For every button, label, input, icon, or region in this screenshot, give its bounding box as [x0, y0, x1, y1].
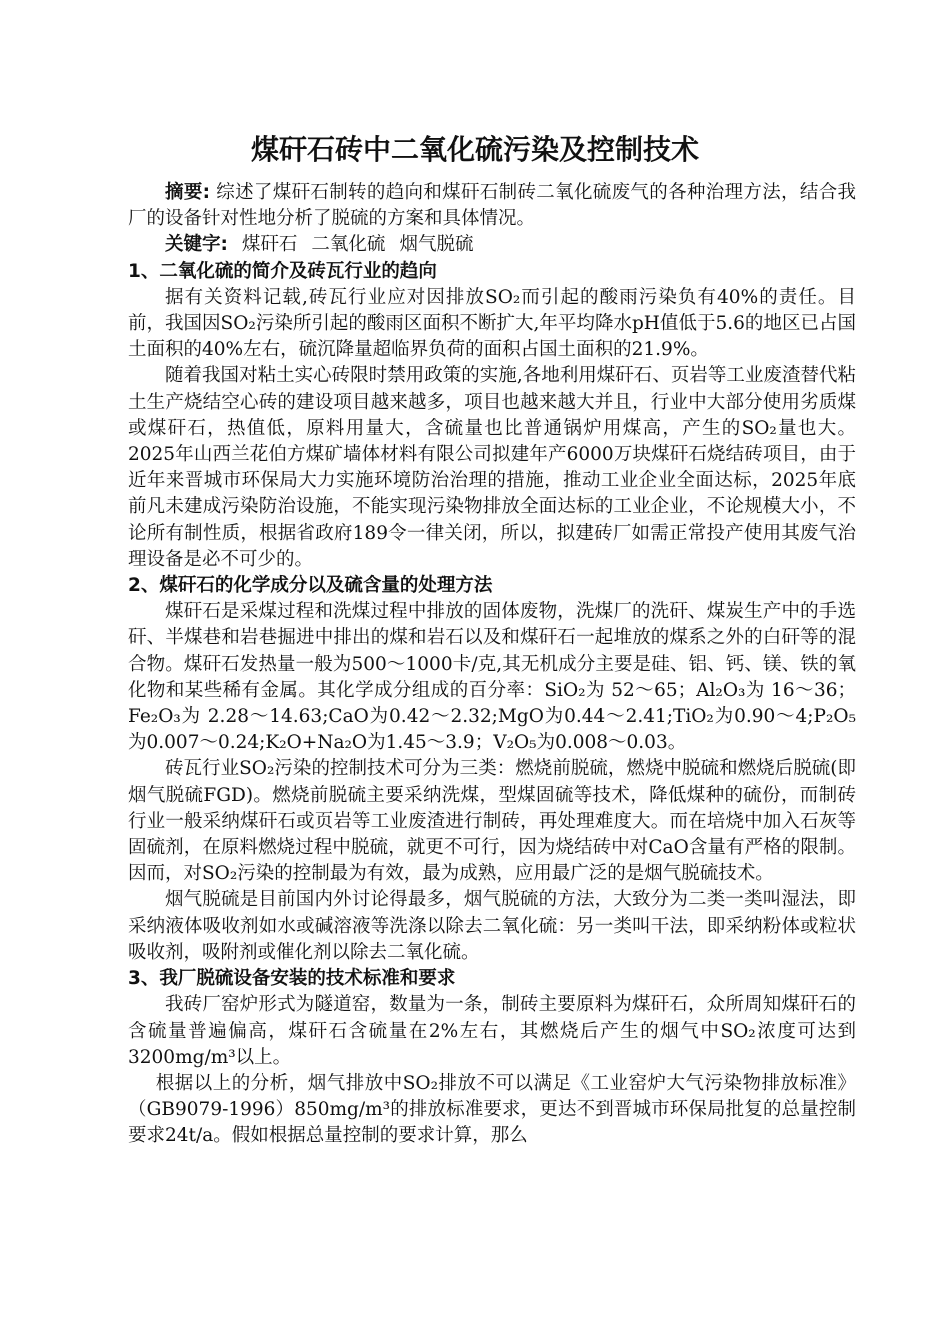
abstract-label: 摘要: [165, 182, 211, 203]
paragraph: 据有关资料记载,砖瓦行业应对因排放SO₂而引起的酸雨污染负有40%的责任。目前，我国因SO₂污染所引起的酸雨区面积不断扩大,年平均降水pH值低于5.6的地区已占国土面积的40%左右，硫沉降量超临界负荷的面积占国土面积的21.9%。 [128, 286, 856, 361]
abstract-text: 综述了煤矸石制转的趋向和煤矸石制砖二氧化硫废气的各种治理方法，结合我厂的设备针对性地分析了脱硫的方案和具体情况。 [128, 182, 856, 230]
section-heading: 3、我厂脱硫设备安装的技术标准和要求 [128, 968, 456, 990]
document-body [128, 180, 856, 1150]
paragraph: 砖瓦行业SO₂污染的控制技术可分为三类：燃烧前脱硫，燃烧中脱硫和燃烧后脱硫(即烟气脱硫FGD)。燃烧前脱硫主要采纳洗煤，型煤固硫等技术，降低煤种的硫份，而制砖行业一般采纳煤矸石或页岩等工业废渣进行制砖，再处理难度大。而在培烧中加入石灰等固硫剂，在原料燃烧过程中脱硫，就更不可行，因为烧结砖中对CaO含量有严格的限制。因而，对SO₂污染的控制最为有效，最为成熟，应用最广泛的是烟气脱硫技术。 [128, 758, 856, 885]
paragraph: 我砖厂窑炉形式为隧道窑，数量为一条，制砖主要原料为煤矸石，众所周知煤矸石的含硫量普遍偏高，煤矸石含硫量在2%左右，其燃烧后产生的烟气中SO₂浓度可达到3200mg/m³以上。 [128, 994, 856, 1068]
abstract [128, 180, 856, 232]
keywords-label: 关键字: [165, 234, 228, 256]
keyword: 烟气脱硫 [399, 234, 474, 256]
paragraph: 根据以上的分析，烟气排放中SO₂排放不可以满足《工业窑炉大气污染物排放标准》（GB9079-1996）850mg/m³的排放标准要求，更达不到晋城市环保局批复的总量控制要求24t/a。假如根据总量控制的要求计算，那么 [128, 1072, 856, 1147]
section-heading: 1、二氧化硫的简介及砖瓦行业的趋向 [128, 260, 437, 282]
document-title: 煤矸石砖中二氧化硫污染及控制技术 [250, 133, 699, 166]
keywords [128, 232, 856, 258]
section-heading: 2、煤矸石的化学成分以及硫含量的处理方法 [128, 575, 493, 597]
keyword: 煤矸石 [241, 234, 298, 256]
paragraph: 煤矸石是采煤过程和洗煤过程中排放的固体废物，洗煤厂的洗矸、煤炭生产中的手选矸、半煤巷和岩巷掘进中排出的煤和岩石以及和煤矸石一起堆放的煤系之外的白矸等的混合物。煤矸石发热量一般为500～1000卡/克,其无机成分主要是硅、铝、钙、镁、铁的氧化物和某些稀有金属。其化学成分组成的百分率：SiO₂为 52～65；Al₂O₃为 16～36；Fe₂O₃为 2.28～14.63;CaO为0.42～2.32;MgO为0.44～2.41;TiO₂为0.90～4;P₂O₅为0.007～0.24;K₂O+Na₂O为1.45～3.9；V₂O₅为0.008～0.03。 [128, 601, 856, 754]
keyword: 二氧化硫 [311, 234, 386, 256]
paragraph: 随着我国对粘土实心砖限时禁用政策的实施,各地利用煤矸石、页岩等工业废渣替代粘土生产烧结空心砖的建设项目越来越多，项目也越来越大并且，行业中大部分使用劣质煤或煤矸石，热值低，原料用量大，含硫量也比普通锅炉用煤高，产生的SO₂量也大。2025年山西兰花伯方煤矿墙体材料有限公司拟建年产6000万块煤矸石烧结砖项目，由于近年来晋城市环保局大力实施环境防治治理的措施，推动工业企业全面达标，2025年底前凡未建成污染防治设施，不能实现污染物排放全面达标的工业企业，不论规模大小，不论所有制性质，根据省政府189令一律关闭，所以，拟建砖厂如需正常投产使用其废气治理设备是必不可少的。 [128, 365, 856, 570]
paragraph: 烟气脱硫是目前国内外讨论得最多，烟气脱硫的方法，大致分为二类一类叫湿法，即采纳液体吸收剂如水或碱溶液等洗涤以除去二氧化硫：另一类叫干法，即采纳粉体或粒状吸收剂，吸附剂或催化剂以除去二氧化硫。 [128, 889, 856, 963]
